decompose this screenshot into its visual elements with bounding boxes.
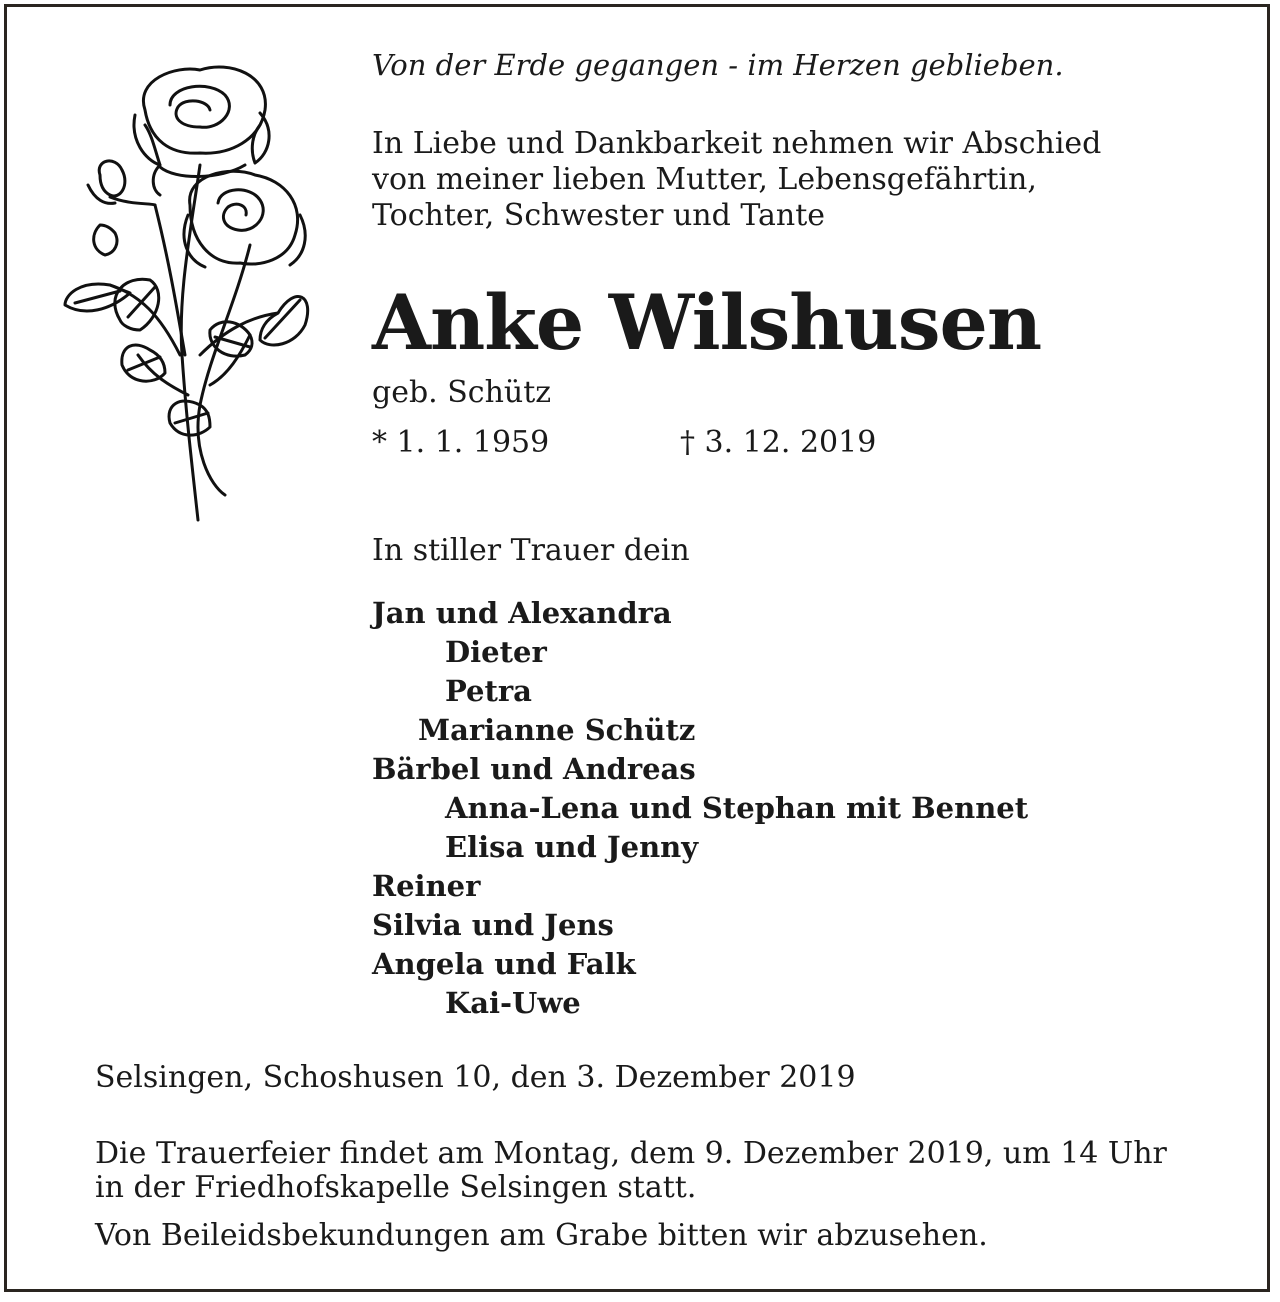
farewell-intro-line: von meiner lieben Mutter, Lebensgefährtin, xyxy=(372,162,1037,197)
mourner-entry: Marianne Schütz xyxy=(418,713,696,747)
place-and-date: Selsingen, Schoshusen 10, den 3. Dezember 2019 xyxy=(95,1060,856,1095)
farewell-intro xyxy=(372,126,1101,234)
mourner-entry: Silvia und Jens xyxy=(372,908,614,942)
farewell-intro-line: Tochter, Schwester und Tante xyxy=(372,198,826,233)
mourners-list xyxy=(372,594,1028,1023)
funeral-info xyxy=(95,1137,1167,1205)
funeral-info-line: in der Friedhofskapelle Selsingen statt. xyxy=(95,1170,697,1205)
mourner-entry: Petra xyxy=(445,674,532,708)
rose-bouquet-icon xyxy=(60,55,310,525)
death-date: † 3. 12. 2019 xyxy=(680,425,877,460)
birth-name: geb. Schütz xyxy=(372,375,552,410)
deceased-name: Anke Wilshusen xyxy=(372,278,1042,367)
mourner-entry: Elisa und Jenny xyxy=(445,830,699,864)
mourning-intro: In stiller Trauer dein xyxy=(372,533,690,568)
condolence-note: Von Beileidsbekundungen am Grabe bitten wir abzusehen. xyxy=(95,1218,988,1253)
motto-text: Von der Erde gegangen - im Herzen geblieben. xyxy=(372,48,1064,82)
farewell-intro-line: In Liebe und Dankbarkeit nehmen wir Abschied xyxy=(372,126,1102,161)
mourner-entry: Bärbel und Andreas xyxy=(372,752,696,786)
birth-date: * 1. 1. 1959 xyxy=(372,425,550,460)
mourner-entry: Jan und Alexandra xyxy=(372,596,672,630)
mourner-entry: Kai-Uwe xyxy=(445,986,581,1020)
mourner-entry: Dieter xyxy=(445,635,547,669)
mourner-entry: Angela und Falk xyxy=(372,947,636,981)
funeral-info-line: Die Trauerfeier findet am Montag, dem 9. Dezember 2019, um 14 Uhr xyxy=(95,1136,1167,1171)
mourner-entry: Anna-Lena und Stephan mit Bennet xyxy=(445,791,1029,825)
mourner-entry: Reiner xyxy=(372,869,481,903)
